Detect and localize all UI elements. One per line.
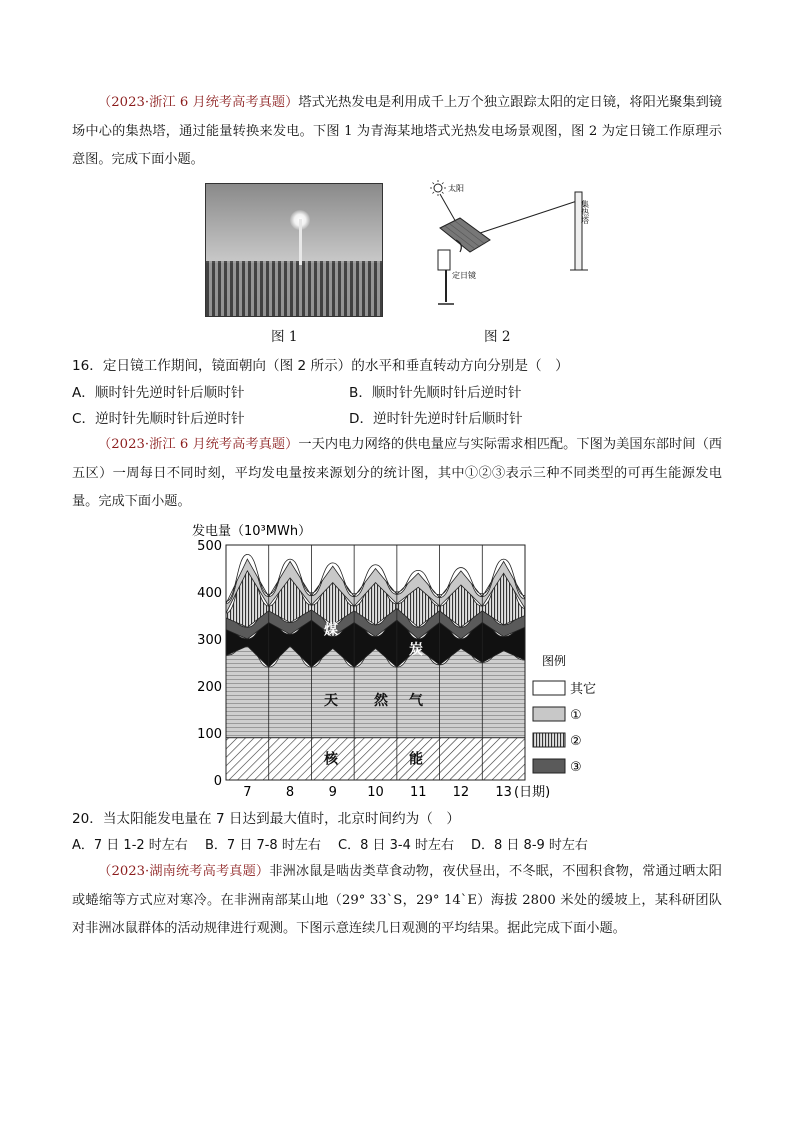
legend-label: ① [570,708,582,723]
x-tick-label: 8 [285,785,295,800]
y-tick-label: 400 [197,586,222,601]
question-20-stem: 20．当太阳能发电量在 7 日达到最大值时，北京时间约为（ ） [72,811,461,827]
chart-ylabel: 发电量（10³MWh） [192,524,312,539]
y-tick-label: 300 [197,633,222,648]
legend-swatch [533,681,565,695]
heliostat-label: 定日镜 [452,271,476,280]
x-tick-label: 11 [409,785,427,800]
layer-label: 天 [324,692,338,709]
legend-label: ③ [570,760,582,775]
x-tick-label: 12 [452,785,470,800]
intro-paragraph-2 [72,431,722,517]
intro-text: 非洲冰鼠是啮齿类草食动物，夜伏昼出，不冬眠，不囤积食物，常通过晒太阳或蜷缩等方式应对寒冷。在非洲南部某山地（29° 33`S，29° 14`E）海拔 2800 米处的缓坡上，某科研团队对非洲冰鼠群体的活动规律进行观测。下图示意连续几日观测的平均结果。据此完成下面小题。 [72,864,722,936]
layer-label: 炭 [409,642,423,659]
legend-swatch [533,733,565,747]
sun-icon [430,180,446,196]
heliostat-diagram [420,178,610,318]
q20-option-a[interactable]: A．7 日 1-2 时左右 [72,838,188,853]
sun-label: 太阳 [448,184,464,193]
nuclear-area [226,738,525,780]
source-tag: （2023·浙江 6 月统考高考真题） [98,437,299,452]
y-tick-label: 100 [197,727,222,742]
q16-option-b[interactable]: B．顺时针先顺时针后逆时针 [349,385,522,401]
source-tag: （2023·湖南统考高考真题） [98,864,270,879]
x-tick-label: 13 [495,785,512,800]
q16-option-c[interactable]: C．逆时针先顺时针后逆时针 [72,411,245,427]
q20-option-c[interactable]: C．8 日 3-4 时左右 [338,838,454,853]
q20-option-b[interactable]: B．7 日 7-8 时左右 [205,838,321,853]
solar-field-photo [205,183,383,317]
fig1-caption: 图 1 [271,329,298,345]
layer-label: 能 [409,751,423,768]
x-tick-label: 9 [328,785,337,800]
y-tick-label: 0 [213,774,222,789]
layer-label: 煤 [324,622,338,639]
y-tick-label: 200 [197,680,222,695]
legend-label: 其它 [570,682,597,697]
q20-option-d[interactable]: D．8 日 8-9 时左右 [471,838,588,853]
intro-text: 塔式光热发电是利用成千上万个独立跟踪太阳的定日镜，将阳光聚集到镜场中心的集热塔，通过能量转换来发电。下图 1 为青海某地塔式光热发电场景观图，图 2 为定日镜工作原理示意图。完成下面小题。 [72,95,722,167]
legend-swatch [533,707,565,721]
question-16-stem: 16．定日镜工作期间，镜面朝向（图 2 所示）的水平和垂直转动方向分别是（ ） [72,358,569,374]
y-tick-label: 500 [197,539,222,554]
legend-label: ② [570,734,582,749]
q16-option-d[interactable]: D．逆时针先逆时针后顺时针 [349,411,523,427]
intro-text: 一天内电力网络的供电量应与实际需求相匹配。下图为美国东部时间（西五区）一周每日不同时刻，平均发电量按来源划分的统计图，其中①②③表示三种不同类型的可再生能源发电量。完成下面小题。 [72,437,722,509]
x-tick-label: 7 [243,785,252,800]
power-generation-chart [188,515,608,805]
legend-swatch [533,759,565,773]
layer-label: 核 [324,751,338,768]
source-tag: （2023·浙江 6 月统考高考真题） [98,95,299,110]
intro-paragraph-3 [72,858,722,944]
x-tick-label: 10 [367,785,384,800]
layer-label: 然 [374,692,388,709]
tower-label: 集热塔 [580,200,590,224]
intro-paragraph-1 [72,89,722,175]
layer-label: 气 [409,692,423,709]
fig2-caption: 图 2 [484,329,511,345]
legend-title: 图例 [542,654,567,668]
mirror-panel [440,218,490,252]
chart-xlabel: (日期) [514,785,551,800]
q16-option-a[interactable]: A．顺时针先逆时针后顺时针 [72,385,245,401]
